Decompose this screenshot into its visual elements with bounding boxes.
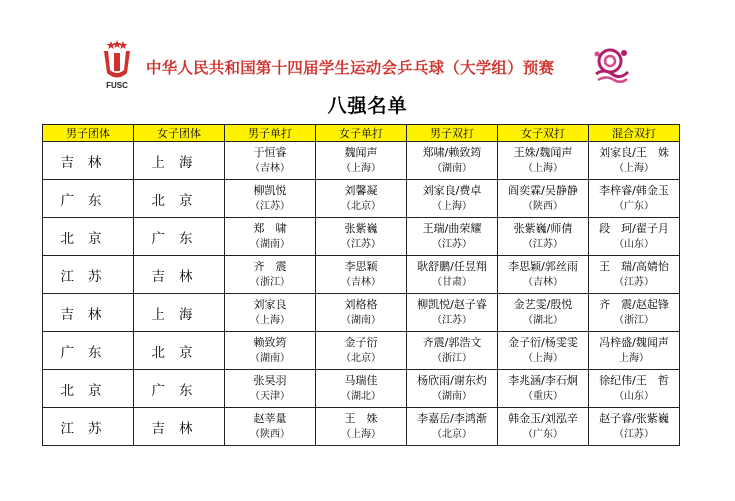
quarterfinal-table xyxy=(42,124,680,446)
men-team-cell: 吉林 xyxy=(43,142,134,180)
player-name: 魏闻声 xyxy=(344,146,378,159)
table-row xyxy=(43,256,680,294)
women-doubles-cell xyxy=(498,256,589,294)
women-team-cell: 吉林 xyxy=(134,256,225,294)
player-province: （陕西） xyxy=(523,201,563,212)
player-province: （江苏） xyxy=(250,201,290,212)
men-singles-cell xyxy=(225,142,316,180)
table-row xyxy=(43,142,680,180)
player-name: 王姝/魏闻声 xyxy=(513,146,573,159)
player-name: 张紫巍 xyxy=(344,222,378,235)
men-team-cell: 广东 xyxy=(43,180,134,218)
player-province: （北京） xyxy=(341,201,381,212)
men-team-cell: 北京 xyxy=(43,370,134,408)
player-name: 马瑞佳 xyxy=(344,374,378,387)
player-province: （上海） xyxy=(523,163,563,174)
men-singles-cell xyxy=(225,256,316,294)
player-province: （上海） xyxy=(341,163,381,174)
women-singles-cell xyxy=(316,408,407,446)
col-men-doubles: 男子双打 xyxy=(407,125,498,142)
player-province: （天津） xyxy=(250,391,290,402)
player-province: （重庆） xyxy=(523,391,563,402)
women-doubles-cell xyxy=(498,332,589,370)
player-province: （江苏） xyxy=(614,429,654,440)
player-province: （广东） xyxy=(523,429,563,440)
women-team-cell: 上海 xyxy=(134,142,225,180)
player-province: （甘肃） xyxy=(432,277,472,288)
women-doubles-cell xyxy=(498,294,589,332)
men-team-cell: 吉林 xyxy=(43,294,134,332)
men-singles-cell xyxy=(225,294,316,332)
table-header-row xyxy=(43,125,680,142)
player-name: 柳凯悦 xyxy=(253,184,287,197)
men-singles-cell xyxy=(225,218,316,256)
player-province: （上海） xyxy=(523,353,563,364)
player-name: 耿舒鹏/任昱翔 xyxy=(417,260,487,273)
player-name: 李兆涵/李石炯 xyxy=(508,374,578,387)
women-team-cell: 吉林 xyxy=(134,408,225,446)
mixed-doubles-cell xyxy=(589,408,680,446)
col-men-singles: 男子单打 xyxy=(225,125,316,142)
mixed-doubles-cell xyxy=(589,180,680,218)
men-team-cell: 北京 xyxy=(43,218,134,256)
player-name: 齐 震/赵起锋 xyxy=(599,298,669,311)
men-doubles-cell xyxy=(407,142,498,180)
men-singles-cell xyxy=(225,180,316,218)
mixed-doubles-cell xyxy=(589,370,680,408)
logo-text: FUSC xyxy=(106,81,128,90)
player-province: （广东） xyxy=(614,201,654,212)
women-team-cell: 广东 xyxy=(134,370,225,408)
player-province: （湖南） xyxy=(250,239,290,250)
player-name: 王 瑞/高婧怡 xyxy=(599,260,669,273)
player-name: 刘家良/王 姝 xyxy=(599,146,669,159)
player-name: 柳凯悦/赵子睿 xyxy=(417,298,487,311)
women-singles-cell xyxy=(316,294,407,332)
women-singles-cell xyxy=(316,256,407,294)
player-province: （湖北） xyxy=(341,391,381,402)
player-province: （吉林） xyxy=(341,277,381,288)
player-name: 于恒睿 xyxy=(253,146,287,159)
player-province: （浙江） xyxy=(432,353,472,364)
men-doubles-cell xyxy=(407,218,498,256)
col-women-singles: 女子单打 xyxy=(316,125,407,142)
player-province: （北京） xyxy=(341,353,381,364)
men-singles-cell xyxy=(225,370,316,408)
fusc-logo-icon xyxy=(100,40,134,90)
player-province: （江苏） xyxy=(432,315,472,326)
player-name: 金子衍 xyxy=(344,336,378,349)
player-name: 阎奕霖/吴静静 xyxy=(508,184,578,197)
women-doubles-cell xyxy=(498,408,589,446)
player-name: 齐 震 xyxy=(253,260,287,273)
player-name: 刘格格 xyxy=(344,298,378,311)
mixed-doubles-cell xyxy=(589,218,680,256)
col-women-team: 女子团体 xyxy=(134,125,225,142)
player-name: 王 姝 xyxy=(344,412,378,425)
player-province: （浙江） xyxy=(250,277,290,288)
men-doubles-cell xyxy=(407,370,498,408)
games-emblem-icon xyxy=(590,44,632,86)
player-name: 刘家良/费卓 xyxy=(422,184,482,197)
event-title: 中华人民共和国第十四届学生运动会乒乓球（大学组）预赛 xyxy=(146,59,555,77)
player-province: （上海） xyxy=(614,163,654,174)
women-singles-cell xyxy=(316,142,407,180)
women-doubles-cell xyxy=(498,218,589,256)
player-province: 上海） xyxy=(619,353,649,364)
col-men-team: 男子团体 xyxy=(43,125,134,142)
women-doubles-cell xyxy=(498,142,589,180)
women-singles-cell xyxy=(316,218,407,256)
player-name: 齐震/郭浩文 xyxy=(422,336,482,349)
table-row xyxy=(43,332,680,370)
player-name: 金子衍/杨雯雯 xyxy=(508,336,578,349)
mixed-doubles-cell xyxy=(589,294,680,332)
player-province: （陕西） xyxy=(250,429,290,440)
player-province: （湖南） xyxy=(432,163,472,174)
player-province: （山东） xyxy=(614,391,654,402)
mixed-doubles-cell xyxy=(589,142,680,180)
player-name: 郑 啸 xyxy=(253,222,287,235)
table-title: 八强名单 xyxy=(327,95,408,117)
player-name: 赵子睿/张紫巍 xyxy=(599,412,669,425)
table-row xyxy=(43,370,680,408)
player-province: （上海） xyxy=(250,315,290,326)
table-row xyxy=(43,218,680,256)
women-team-cell: 北京 xyxy=(134,180,225,218)
player-province: （上海） xyxy=(432,201,472,212)
women-team-cell: 上海 xyxy=(134,294,225,332)
page-header xyxy=(0,38,735,90)
player-name: 金艺雯/殷悦 xyxy=(513,298,573,311)
player-name: 李梓睿/韩金玉 xyxy=(599,184,669,197)
col-mixed-doubles: 混合双打 xyxy=(589,125,680,142)
table-row xyxy=(43,180,680,218)
player-name: 刘馨凝 xyxy=(344,184,378,197)
men-team-cell: 广东 xyxy=(43,332,134,370)
player-province: （吉林） xyxy=(250,163,290,174)
player-province: （湖南） xyxy=(341,315,381,326)
player-name: 韩金玉/刘泓辛 xyxy=(508,412,578,425)
player-province: （江苏） xyxy=(341,239,381,250)
women-team-cell: 广东 xyxy=(134,218,225,256)
mixed-doubles-cell xyxy=(589,256,680,294)
player-province: （湖南） xyxy=(432,391,472,402)
player-name: 张昊羽 xyxy=(253,374,287,387)
player-name: 徐纪伟/王 哲 xyxy=(599,374,669,387)
men-singles-cell xyxy=(225,332,316,370)
men-doubles-cell xyxy=(407,408,498,446)
men-team-cell: 江苏 xyxy=(43,256,134,294)
player-name: 李嘉岳/李鸿渐 xyxy=(417,412,487,425)
player-province: （吉林） xyxy=(523,277,563,288)
men-doubles-cell xyxy=(407,180,498,218)
player-name: 赖致筠 xyxy=(253,336,287,349)
player-name: 段 珂/翟子月 xyxy=(599,222,669,235)
women-singles-cell xyxy=(316,370,407,408)
player-name: 刘家良 xyxy=(253,298,287,311)
women-singles-cell xyxy=(316,180,407,218)
men-doubles-cell xyxy=(407,294,498,332)
player-name: 李思颖 xyxy=(344,260,378,273)
player-province: （江苏） xyxy=(614,277,654,288)
table-body xyxy=(43,142,680,446)
player-province: （山东） xyxy=(614,239,654,250)
player-province: （上海） xyxy=(341,429,381,440)
player-name: 李思颖/郭丝雨 xyxy=(508,260,578,273)
player-name: 冯梓盛/魏闻声 xyxy=(599,336,669,349)
women-team-cell: 北京 xyxy=(134,332,225,370)
table-row xyxy=(43,408,680,446)
table-row xyxy=(43,294,680,332)
col-women-doubles: 女子双打 xyxy=(498,125,589,142)
player-province: （北京） xyxy=(432,429,472,440)
player-name: 张紫巍/师倩 xyxy=(513,222,573,235)
player-name: 赵莘量 xyxy=(253,412,287,425)
player-province: （湖北） xyxy=(523,315,563,326)
men-team-cell: 江苏 xyxy=(43,408,134,446)
player-province: （浙江） xyxy=(614,315,654,326)
men-doubles-cell xyxy=(407,256,498,294)
women-doubles-cell xyxy=(498,370,589,408)
men-doubles-cell xyxy=(407,332,498,370)
player-province: （湖南） xyxy=(250,353,290,364)
player-name: 杨欣雨/谢东灼 xyxy=(417,374,487,387)
mixed-doubles-cell xyxy=(589,332,680,370)
player-province: （江苏） xyxy=(432,239,472,250)
player-name: 郑啸/赖致筠 xyxy=(422,146,482,159)
player-province: （江苏） xyxy=(523,239,563,250)
men-singles-cell xyxy=(225,408,316,446)
women-doubles-cell xyxy=(498,180,589,218)
player-name: 王瑞/曲荣耀 xyxy=(422,222,482,235)
women-singles-cell xyxy=(316,332,407,370)
